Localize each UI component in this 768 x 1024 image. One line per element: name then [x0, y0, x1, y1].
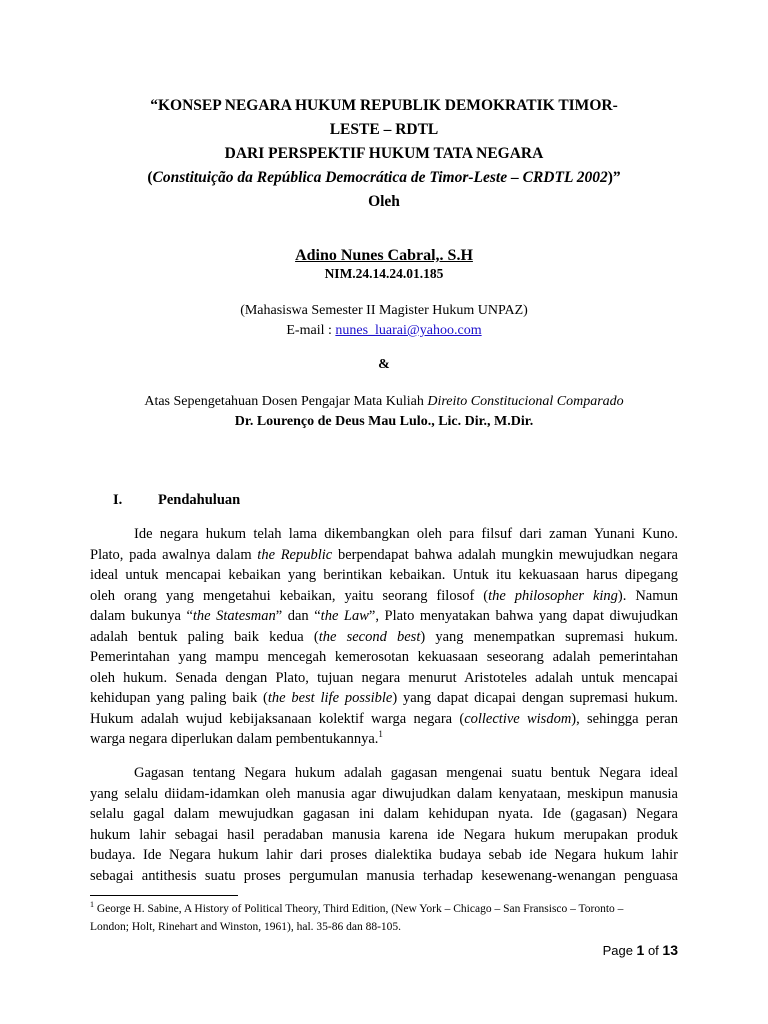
- title-oleh: Oleh: [368, 193, 400, 210]
- supervision-text: Atas Sepengetahuan Dosen Pengajar Mata Kuliah: [144, 394, 428, 409]
- author-nim: NIM.24.14.24.01.185: [324, 266, 444, 281]
- p1-l11-text: warga negara diperlukan dalam pembentukannya.: [90, 731, 379, 747]
- p1-l2-text-b: berpendapat bahwa adalah mungkin mewujudkan negara: [332, 546, 678, 563]
- title-paren-open: (: [147, 169, 153, 186]
- footnote-text-1: George H. Sabine, A History of Political Theory, Third Edition, (New York – Chicago – San Fransisco – Toronto –: [94, 903, 624, 915]
- p1-l2-text-a: Plato, pada awalnya dalam: [90, 546, 258, 563]
- p1-line-1: Ide negara hukum telah lama dikembangkan oleh para filsuf dari zaman Yunani Kuno.: [134, 526, 678, 542]
- p1-line-6: [90, 627, 678, 648]
- ampersand: &: [378, 357, 390, 372]
- paragraph-2: [90, 763, 678, 886]
- p1-l4-text-b: ). Namun: [617, 587, 679, 604]
- p1-l9-text-b: ) yang dapat dicapai dengan supremasi hukum.: [392, 690, 679, 706]
- page-current: 1: [636, 942, 645, 958]
- p1-l5-text-c: ”, Plato menyatakan bahwa yang dapat diwujudkan: [368, 608, 678, 624]
- title-line-2: LESTE – RDTL: [329, 121, 439, 138]
- p1-l4-italic: the philosopher king: [488, 587, 618, 604]
- title-line-1: “KONSEP NEGARA HUKUM REPUBLIK DEMOKRATIK TIMOR-: [150, 97, 618, 114]
- p1-l4-text-a: oleh orang yang mengetahui kebaikan, yaitu seorang filosof (: [90, 587, 489, 604]
- p1-line-4: [90, 586, 678, 607]
- title-paren-close: )”: [607, 169, 621, 186]
- page-number: [603, 942, 678, 958]
- p1-l6-text-a: adalah bentuk paling baik kedua (: [90, 628, 319, 645]
- p1-l5-italic-2: the Law: [320, 608, 369, 624]
- p1-l6-text-b: ) yang menempatkan supremasi hukum.: [420, 628, 678, 645]
- page-total: 13: [662, 942, 678, 958]
- affiliation-block: [90, 301, 678, 341]
- p1-l10-text-b: ), sehingga peran: [571, 710, 678, 727]
- p1-l5-italic-1: the Statesman: [192, 608, 276, 624]
- author-email-line: [90, 321, 678, 341]
- footnote-line-2: London; Holt, Rinehart and Winston, 1961), hal. 35-86 dan 88-105.: [90, 921, 402, 933]
- footnote-marker: 1: [90, 900, 94, 910]
- p1-line-9: [90, 688, 678, 709]
- footnote-separator: [90, 895, 238, 896]
- paragraph-1: [90, 524, 678, 750]
- p1-l6-italic: the second best: [318, 628, 421, 645]
- p1-l5-text-b: ” dan “: [275, 608, 321, 624]
- section-number: I.: [113, 492, 123, 508]
- p1-l2-italic: the Republic: [257, 546, 333, 563]
- p1-l10-text-a: Hukum adalah wujud kebijaksanaan kolektif warga negara (: [90, 710, 465, 727]
- p2-line-4: hukum lahir sebagai hasil peradaban manusia karena ide Negara hukum merupakan produk: [90, 826, 678, 843]
- title-line-4: [90, 166, 678, 190]
- p1-line-8: oleh hukum. Senada dengan Plato, tujuan negara menurut Aristoteles adalah untuk mencapai: [90, 669, 678, 686]
- p1-line-2: [90, 545, 678, 566]
- p2-line-1: Gagasan tentang Negara hukum adalah gagasan mengenai suatu bentuk Negara ideal: [134, 765, 678, 781]
- document-title: [90, 94, 678, 214]
- p1-line-5: [90, 606, 678, 627]
- title-line-3: DARI PERSPEKTIF HUKUM TATA NEGARA: [224, 145, 544, 162]
- p1-line-3: ideal untuk mencapai kebaikan yang berintikan kebaikan. Untuk itu kekuasaan harus dipegang: [90, 567, 678, 583]
- footnote: [90, 900, 678, 936]
- email-link[interactable]: nunes_luarai@yahoo.com: [335, 323, 482, 338]
- page-prefix: Page: [602, 943, 637, 958]
- author-block: [90, 247, 678, 282]
- email-label: E-mail :: [286, 323, 336, 338]
- page-of: of: [644, 943, 663, 958]
- p1-line-11: [90, 729, 678, 750]
- p2-line-2: yang selalu diidam-idamkan oleh manusia agar diwujudkan dalam kenyataan, meskipun manusia: [90, 785, 678, 802]
- title-constitution-name: Constituição da República Democrática de Timor-Leste – CRDTL 2002: [152, 169, 608, 186]
- supervision-block: [90, 392, 678, 432]
- p1-l9-italic: the best life possible: [267, 690, 393, 706]
- course-name: Direito Constitucional Comparado: [427, 394, 624, 409]
- author-affiliation: (Mahasiswa Semester II Magister Hukum UNPAZ): [240, 303, 528, 318]
- section-title: Pendahuluan: [158, 492, 241, 508]
- lecturer-name: Dr. Lourenço de Deus Mau Lulo., Lic. Dir., M.Dir.: [234, 414, 534, 429]
- p1-l5-text-a: dalam bukunya “: [90, 608, 193, 624]
- p2-line-3: selalu gagal dalam mewujudkan gagasan ini dalam kehidupan nyata. Ide (gagasan) Negara: [90, 806, 678, 822]
- supervision-line: [90, 392, 678, 412]
- p2-line-6: sebagai antithesis suatu proses pergumulan manusia terhadap kesewenang-wenangan penguasa: [90, 867, 678, 884]
- author-name: Adino Nunes Cabral,. S.H: [295, 247, 473, 264]
- p2-line-5: budaya. Ide Negara hukum lahir dari proses dialektika budaya sebab ide Negara hukum lahir: [90, 847, 678, 863]
- p1-l10-italic: collective wisdom: [464, 710, 572, 727]
- p1-line-7: Pemerintahan yang mampu mencegah kemerosotan kekuasaan seseorang adalah pemerintahan: [90, 649, 678, 665]
- footnote-reference[interactable]: 1: [378, 729, 383, 740]
- p1-line-10: [90, 709, 678, 730]
- p1-l9-text-a: kehidupan yang paling baik (: [90, 690, 268, 706]
- footnote-line-1: [90, 900, 678, 918]
